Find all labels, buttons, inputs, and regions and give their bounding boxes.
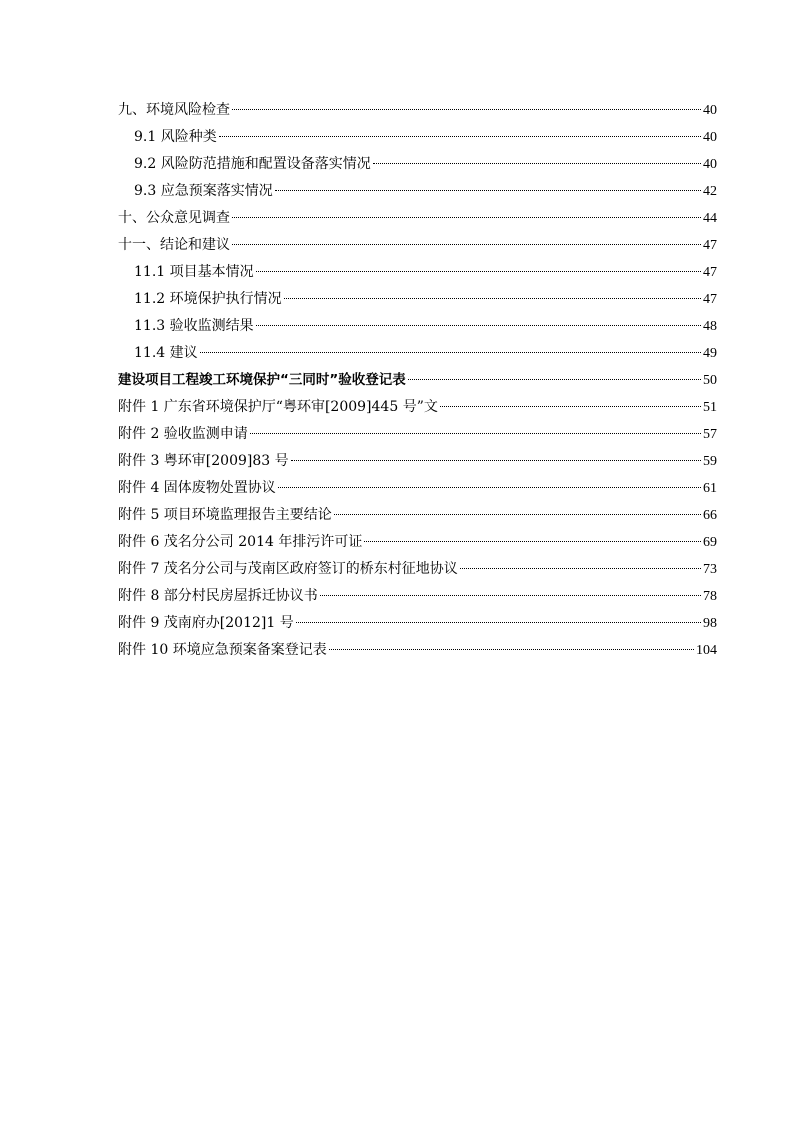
- toc-dot-leader: [256, 271, 701, 272]
- toc-entry[interactable]: [118, 475, 717, 502]
- toc-entry[interactable]: [118, 529, 717, 556]
- toc-entry-page-number: 44: [703, 211, 717, 226]
- toc-entry[interactable]: [118, 394, 717, 421]
- toc-dot-leader: [232, 244, 701, 245]
- toc-entry-page-number: 57: [703, 427, 717, 442]
- toc-entry-title: 十、公众意见调查: [118, 210, 230, 226]
- toc-dot-leader: [278, 487, 701, 488]
- toc-entry-page-number: 47: [703, 238, 717, 253]
- toc-entry-title: 十一、结论和建议: [118, 237, 230, 253]
- toc-entry-page-number: 78: [703, 589, 717, 604]
- toc-entry[interactable]: [118, 340, 717, 367]
- toc-entry[interactable]: [118, 637, 717, 664]
- toc-dot-leader: [440, 406, 701, 407]
- toc-entry-title: 9.2 风险防范措施和配置设备落实情况: [134, 156, 371, 172]
- toc-dot-leader: [275, 190, 701, 191]
- toc-entry-title: 11.2 环境保护执行情况: [134, 291, 282, 307]
- toc-entry[interactable]: [118, 583, 717, 610]
- toc-entry-title: 附件 9 茂南府办[2012]1 号: [118, 615, 294, 631]
- toc-entry-page-number: 98: [703, 616, 717, 631]
- toc-entry-page-number: 51: [703, 400, 717, 415]
- toc-dot-leader: [296, 622, 701, 623]
- toc-entry-title: 9.3 应急预案落实情况: [134, 183, 273, 199]
- toc-dot-leader: [320, 595, 701, 596]
- toc-dot-leader: [373, 163, 701, 164]
- toc-entry-page-number: 40: [703, 103, 717, 118]
- table-of-contents: [118, 97, 717, 664]
- toc-entry-page-number: 66: [703, 508, 717, 523]
- toc-entry-page-number: 40: [703, 157, 717, 172]
- toc-entry[interactable]: [118, 232, 717, 259]
- toc-dot-leader: [334, 514, 701, 515]
- toc-entry[interactable]: [118, 448, 717, 475]
- toc-entry[interactable]: [118, 421, 717, 448]
- toc-entry[interactable]: [118, 259, 717, 286]
- toc-entry-title: 附件 4 固体废物处置协议: [118, 480, 276, 496]
- toc-dot-leader: [219, 136, 701, 137]
- toc-entry-title: 11.1 项目基本情况: [134, 264, 254, 280]
- toc-entry-title: 附件 7 茂名分公司与茂南区政府签订的桥东村征地协议: [118, 561, 458, 577]
- toc-dot-leader: [232, 217, 701, 218]
- toc-entry-title: 11.4 建议: [134, 345, 198, 361]
- toc-dot-leader: [232, 109, 701, 110]
- toc-entry-title: 九、环境风险检查: [118, 102, 230, 118]
- toc-entry-page-number: 69: [703, 535, 717, 550]
- toc-entry-page-number: 104: [696, 643, 717, 658]
- toc-dot-leader: [200, 352, 701, 353]
- toc-entry-title: 附件 6 茂名分公司 2014 年排污许可证: [118, 534, 363, 550]
- toc-entry[interactable]: [118, 178, 717, 205]
- toc-entry[interactable]: [118, 124, 717, 151]
- toc-entry-title: 附件 5 项目环境监理报告主要结论: [118, 507, 332, 523]
- toc-entry-title: 附件 1 广东省环境保护厅“粤环审[2009]445 号”文: [118, 399, 438, 415]
- toc-entry-page-number: 59: [703, 454, 717, 469]
- toc-entry-page-number: 48: [703, 319, 717, 334]
- toc-entry-page-number: 49: [703, 346, 717, 361]
- toc-entry-title: 9.1 风险种类: [134, 129, 217, 145]
- toc-dot-leader: [250, 433, 701, 434]
- toc-entry-title: 附件 8 部分村民房屋拆迁协议书: [118, 588, 318, 604]
- toc-entry-page-number: 47: [703, 292, 717, 307]
- toc-entry[interactable]: [118, 286, 717, 313]
- toc-entry-page-number: 42: [703, 184, 717, 199]
- toc-entry-title: 建设项目工程竣工环境保护“三同时”验收登记表: [118, 372, 406, 388]
- toc-entry-page-number: 61: [703, 481, 717, 496]
- toc-dot-leader: [364, 541, 701, 542]
- toc-dot-leader: [291, 460, 701, 461]
- toc-entry[interactable]: [118, 205, 717, 232]
- toc-entry[interactable]: [118, 367, 717, 394]
- toc-dot-leader: [460, 568, 701, 569]
- toc-dot-leader: [284, 298, 701, 299]
- toc-entry[interactable]: [118, 313, 717, 340]
- toc-entry[interactable]: [118, 151, 717, 178]
- toc-entry-page-number: 47: [703, 265, 717, 280]
- toc-entry-page-number: 73: [703, 562, 717, 577]
- toc-entry[interactable]: [118, 556, 717, 583]
- toc-entry[interactable]: [118, 502, 717, 529]
- toc-dot-leader: [256, 325, 701, 326]
- toc-entry[interactable]: [118, 610, 717, 637]
- toc-entry-page-number: 40: [703, 130, 717, 145]
- toc-dot-leader: [329, 649, 694, 650]
- toc-entry-page-number: 50: [703, 373, 717, 388]
- toc-entry-title: 附件 3 粤环审[2009]83 号: [118, 453, 289, 469]
- toc-dot-leader: [408, 379, 701, 380]
- toc-entry-title: 11.3 验收监测结果: [134, 318, 254, 334]
- toc-entry-title: 附件 10 环境应急预案备案登记表: [118, 642, 327, 658]
- toc-entry-title: 附件 2 验收监测申请: [118, 426, 248, 442]
- toc-entry[interactable]: [118, 97, 717, 124]
